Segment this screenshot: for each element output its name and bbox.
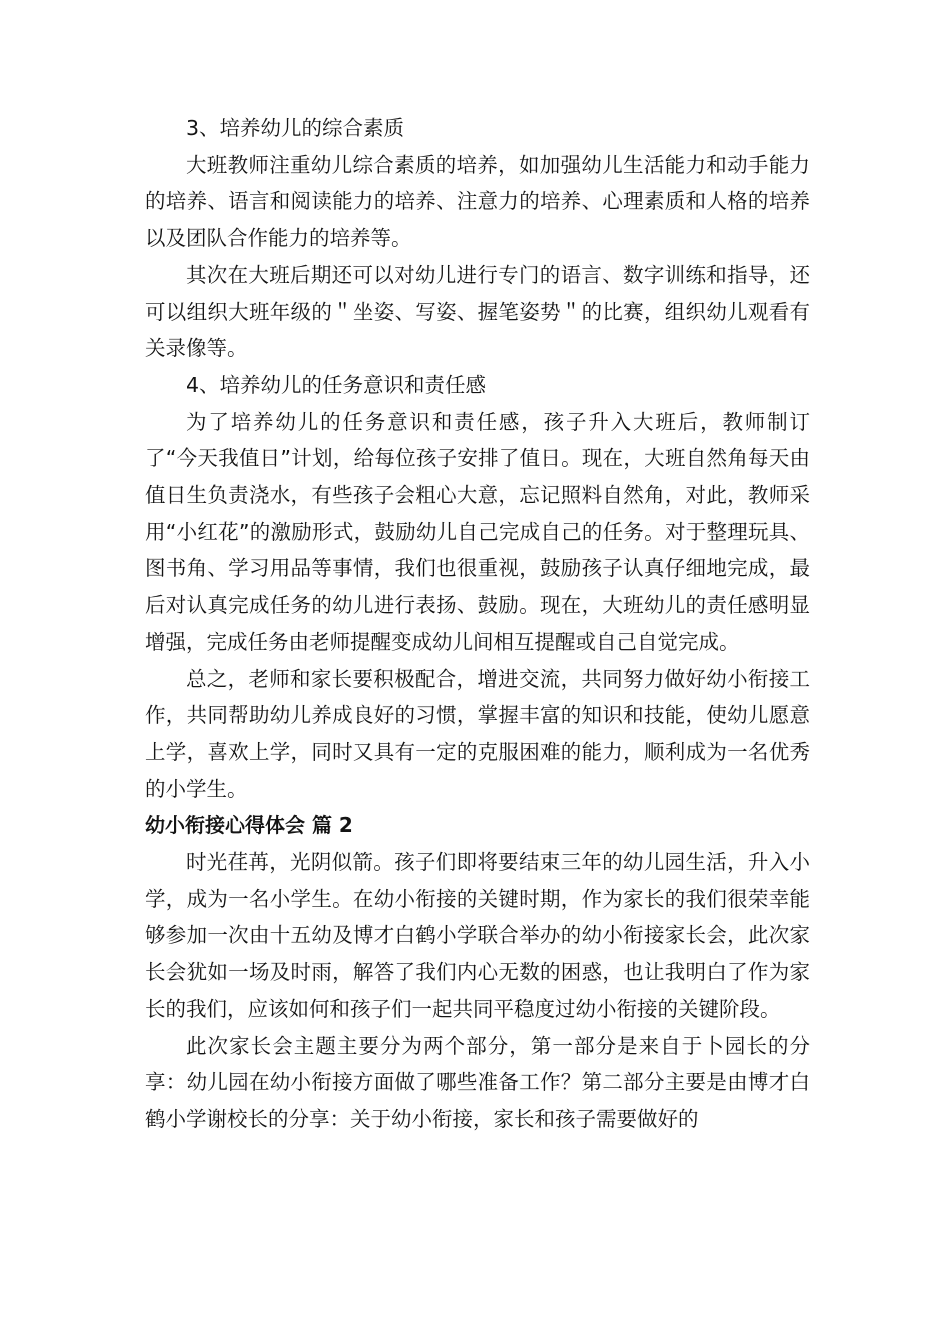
paragraph: 时光荏苒，光阴似箭。孩子们即将要结束三年的幼儿园生活，升入小学，成为一名小学生。在幼小衔接的关键时期，作为家长的我们很荣幸能够参加一次由十五幼及博才白鹤小学联合举办的幼小衔接家长会，此次家长会犹如一场及时雨，解答了我们内心无数的困惑，也让我明白了作为家长的我们，应该如何和孩子们一起共同平稳度过幼小衔接的关键阶段。 bbox=[145, 850, 810, 1021]
paragraph: 其次在大班后期还可以对幼儿进行专门的语言、数字训练和指导，还可以组织大班年级的＂坐姿、写姿、握笔姿势＂的比赛，组织幼儿观看有关录像等。 bbox=[145, 262, 810, 361]
item-heading-3: 3、培养幼儿的综合素质 bbox=[186, 116, 405, 140]
paragraph: 总之，老师和家长要积极配合，增进交流，共同努力做好幼小衔接工作，共同帮助幼儿养成良好的习惯，掌握丰富的知识和技能，使幼儿愿意上学，喜欢上学，同时又具有一定的克服困难的能力，顺利成为一名优秀的小学生。 bbox=[145, 666, 810, 801]
paragraph: 大班教师注重幼儿综合素质的培养，如加强幼儿生活能力和动手能力的培养、语言和阅读能力的培养、注意力的培养、心理素质和人格的培养以及团队合作能力的培养等。 bbox=[145, 152, 810, 251]
paragraph: 为了培养幼儿的任务意识和责任感，孩子升入大班后，教师制订了“今天我值日”计划，给每位孩子安排了值日。现在，大班自然角每天由值日生负责浇水，有些孩子会粗心大意，忘记照料自然角，对此，教师采用“小红花”的激励形式，鼓励幼儿自己完成自己的任务。对于整理玩具、图书角、学习用品等事情，我们也很重视，鼓励孩子认真仔细地完成，最后对认真完成任务的幼儿进行表扬、鼓励。现在，大班幼儿的责任感明显增强，完成任务由老师提醒变成幼儿间相互提醒或自己自觉完成。 bbox=[145, 409, 810, 654]
paragraph: 此次家长会主题主要分为两个部分，第一部分是来自于卜园长的分享：幼儿园在幼小衔接方面做了哪些准备工作？第二部分主要是由博才白鹤小学谢校长的分享：关于幼小衔接，家长和孩子需要做好的 bbox=[145, 1033, 810, 1131]
item-heading-4: 4、培养幼儿的任务意识和责任感 bbox=[186, 372, 487, 397]
section-heading: 幼小衔接心得体会 篇 2 bbox=[145, 813, 353, 838]
document-page bbox=[145, 110, 810, 1138]
